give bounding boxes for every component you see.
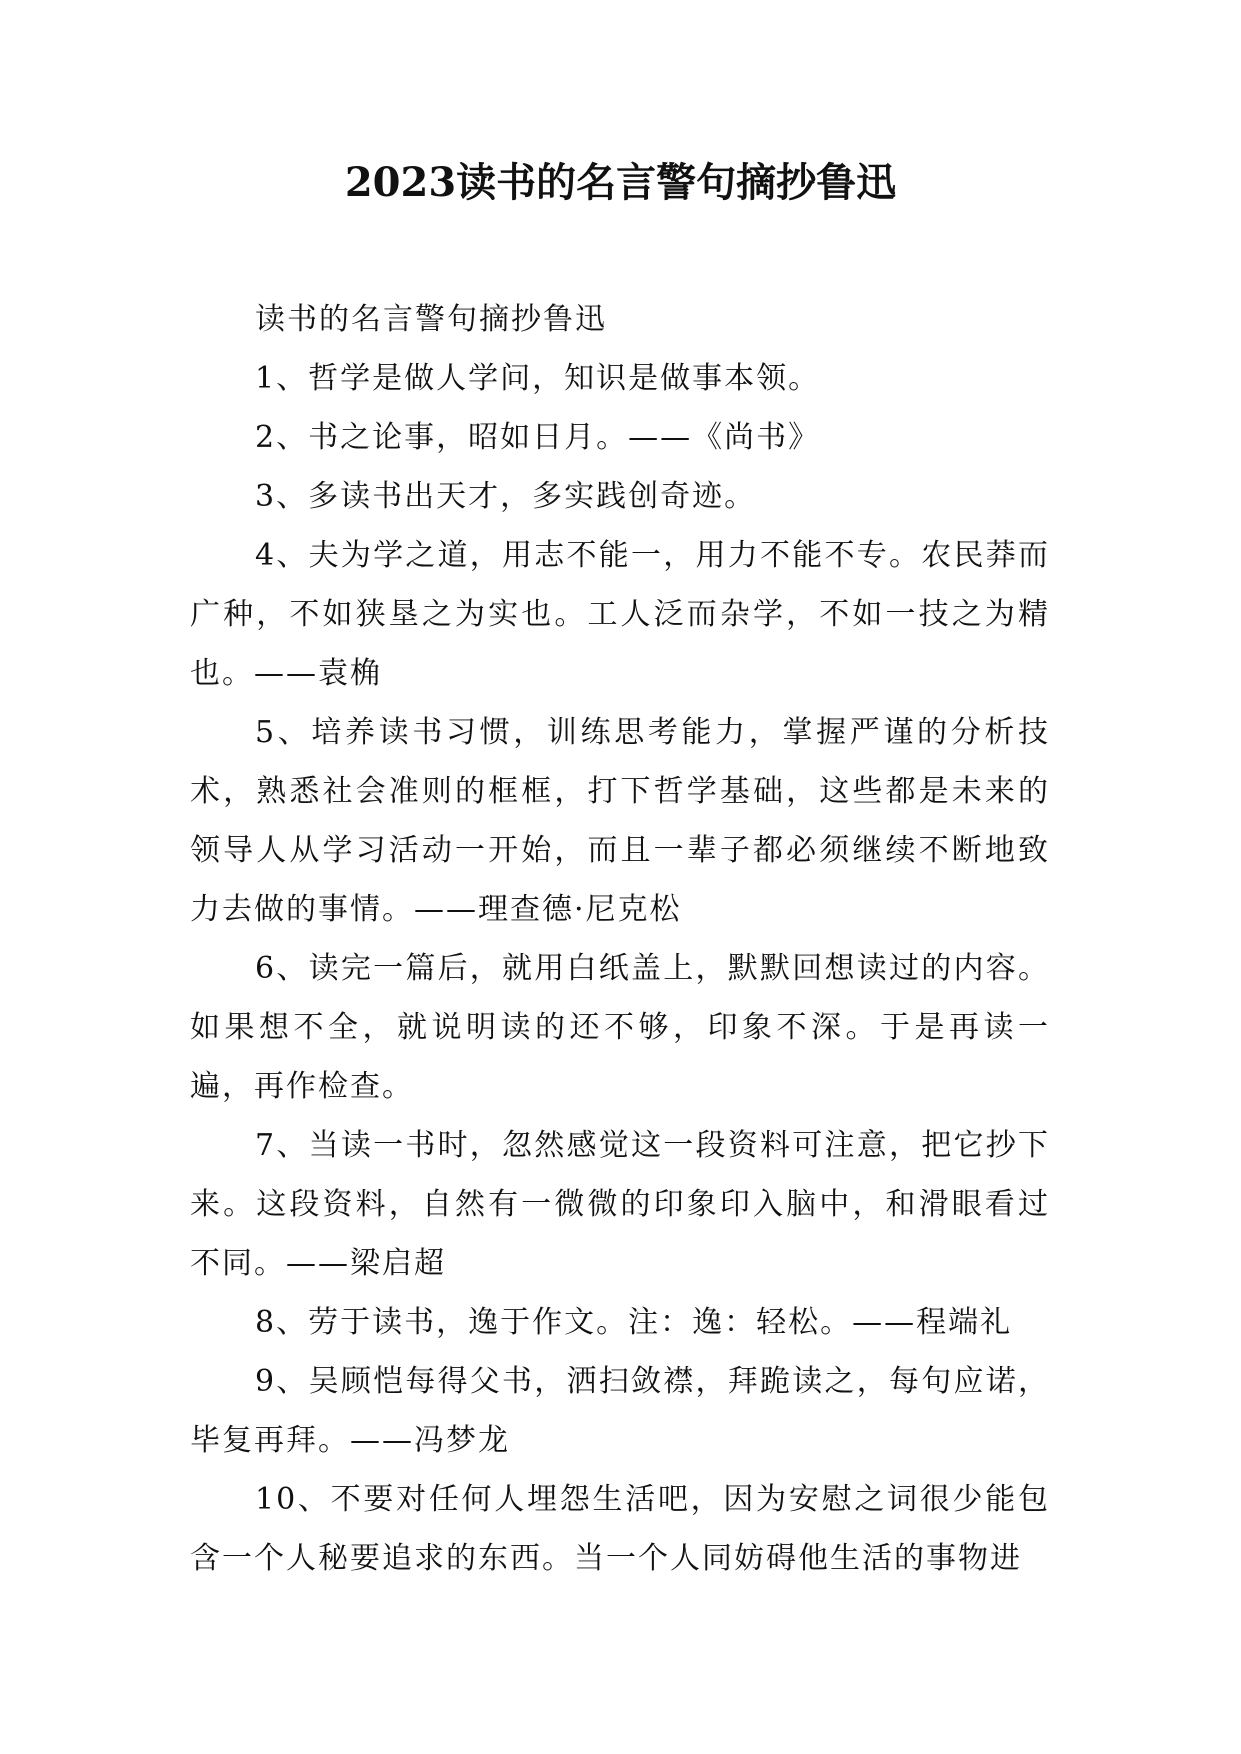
paragraph-intro: 读书的名言警句摘抄鲁迅 (255, 302, 607, 337)
quote-item-1: 1、哲学是做人学问，知识是做事本领。 (255, 361, 821, 396)
quote-item-10: 10、不要对任何人埋怨生活吧，因为安慰之词很少能包含一个人秘要追求的东西。当一个人同妨碍他生活的事物进 (190, 1482, 1050, 1576)
document-body (190, 290, 1050, 1588)
quote-item-8: 8、劳于读书，逸于作文。注：逸：轻松。——程端礼 (255, 1305, 1013, 1340)
quote-item-9: 9、吴顾恺每得父书，洒扫敛襟，拜跪读之，每句应诺，毕复再拜。——冯梦龙 (190, 1364, 1050, 1458)
quote-item-4: 4、夫为学之道，用志不能一，用力不能不专。农民莽而广种，不如狭垦之为实也。工人泛而杂学，不如一技之为精也。——袁桷 (190, 538, 1050, 691)
quote-item-3: 3、多读书出天才，多实践创奇迹。 (255, 479, 757, 514)
quote-item-2: 2、书之论事，昭如日月。——《尚书》 (255, 420, 821, 455)
quote-item-5: 5、培养读书习惯，训练思考能力，掌握严谨的分析技术，熟悉社会准则的框框，打下哲学基础，这些都是未来的领导人从学习活动一开始，而且一辈子都必须继续不断地致力去做的事情。——理查德·尼克松 (190, 715, 1050, 927)
quote-item-6: 6、读完一篇后，就用白纸盖上，默默回想读过的内容。如果想不全，就说明读的还不够，印象不深。于是再读一遍，再作检查。 (190, 951, 1050, 1104)
document-title: 2023读书的名言警句摘抄鲁迅 (344, 159, 897, 206)
quote-item-7: 7、当读一书时，忽然感觉这一段资料可注意，把它抄下来。这段资料，自然有一微微的印象印入脑中，和滑眼看过不同。——梁启超 (190, 1128, 1050, 1281)
